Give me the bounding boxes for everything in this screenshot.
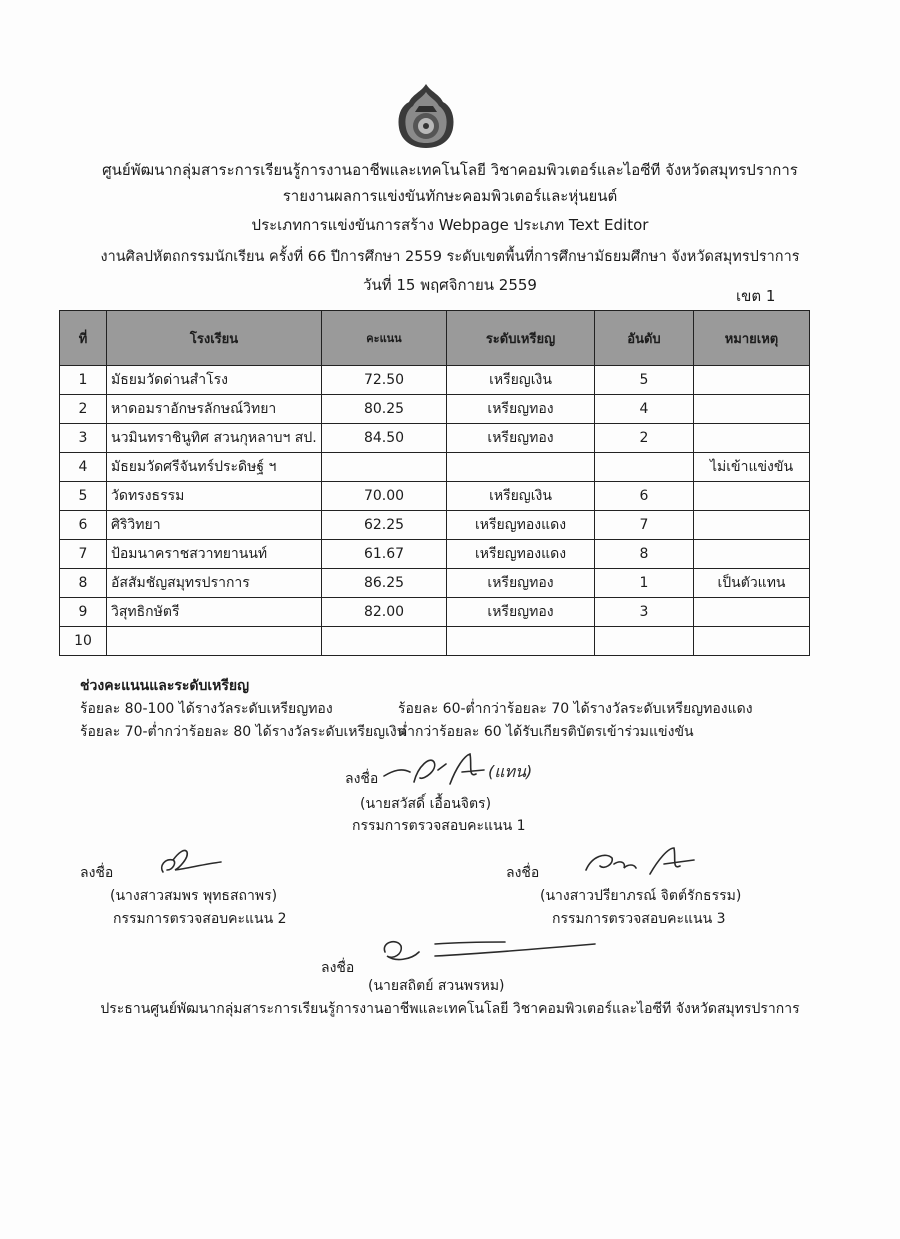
cell-no: 6 <box>60 511 107 540</box>
signer-2-name: (นางสาวสมพร พุทธสถาพร) <box>110 888 278 904</box>
cell-score <box>322 627 447 656</box>
table-header-row <box>60 311 810 366</box>
table-row <box>60 395 810 424</box>
table-row <box>60 453 810 482</box>
cell-medal: เหรียญทอง <box>447 598 595 627</box>
cell-school: มัธยมวัดด่านสำโรง <box>107 366 322 395</box>
cell-rank <box>595 627 694 656</box>
table-row <box>60 627 810 656</box>
sign-label-4: ลงชื่อ <box>321 960 355 976</box>
signer-1-role: กรรมการตรวจสอบคะแนน 1 <box>352 818 526 834</box>
header-line-3: ประเภทการแข่งขันการสร้าง Webpage ประเภท Text Editor <box>251 216 649 234</box>
cell-school: วัดทรงธรรม <box>107 482 322 511</box>
table-row <box>60 424 810 453</box>
cell-medal: เหรียญเงิน <box>447 482 595 511</box>
signer-3-name: (นางสาวปรียาภรณ์ จิตต์รักธรรม) <box>540 888 742 904</box>
signer-2-role: กรรมการตรวจสอบคะแนน 2 <box>113 911 287 927</box>
cell-school: วิสุทธิกษัตรี <box>107 598 322 627</box>
header-date: วันที่ 15 พฤศจิกายน 2559 <box>363 276 537 294</box>
cell-rank: 8 <box>595 540 694 569</box>
cell-note <box>694 598 810 627</box>
cell-score: 62.25 <box>322 511 447 540</box>
cell-note <box>694 482 810 511</box>
criteria-silver: ร้อยละ 70-ต่ำกว่าร้อยละ 80 ได้รางวัลระดับเหรียญเงิน <box>80 724 407 740</box>
header-line-2: รายงานผลการแข่งขันทักษะคอมพิวเตอร์และหุ่นยนต์ <box>282 187 618 205</box>
table-row <box>60 569 810 598</box>
emblem-logo <box>393 82 459 150</box>
cell-score: 84.50 <box>322 424 447 453</box>
cell-medal: เหรียญทอง <box>447 569 595 598</box>
cell-score: 86.25 <box>322 569 447 598</box>
table-row <box>60 366 810 395</box>
cell-school: นวมินทราชินูทิศ สวนกุหลาบฯ สป. <box>107 424 322 453</box>
cell-school: ศิริวิทยา <box>107 511 322 540</box>
cell-medal: เหรียญทอง <box>447 395 595 424</box>
col-header-note: หมายเหตุ <box>694 311 810 366</box>
cell-note: เป็นตัวแทน <box>694 569 810 598</box>
header-line-1: ศูนย์พัฒนากลุ่มสาระการเรียนรู้การงานอาชีพและเทคโนโลยี วิชาคอมพิวเตอร์และไอซีที จังหวัดสมุทรปราการ <box>102 161 798 179</box>
signature-2 <box>145 842 235 882</box>
cell-no: 9 <box>60 598 107 627</box>
results-table <box>59 310 810 656</box>
signer-4-name: (นายสถิตย์ สวนพรหม) <box>368 978 505 994</box>
col-header-medal: ระดับเหรียญ <box>447 311 595 366</box>
cell-school: มัธยมวัดศรีจันทร์ประดิษฐ์ ฯ <box>107 453 322 482</box>
cell-rank: 4 <box>595 395 694 424</box>
signature-1-handwritten-note: (แทน) <box>488 762 533 781</box>
cell-school: อัสสัมชัญสมุทรปราการ <box>107 569 322 598</box>
zone-label: เขต 1 <box>736 287 776 305</box>
sign-label-3: ลงชื่อ <box>506 865 540 881</box>
cell-score: 70.00 <box>322 482 447 511</box>
cell-rank: 6 <box>595 482 694 511</box>
col-header-school: โรงเรียน <box>107 311 322 366</box>
cell-medal <box>447 627 595 656</box>
signer-1-name: (นายสวัสดิ์ เอื้อนจิตร) <box>360 796 492 812</box>
cell-no: 5 <box>60 482 107 511</box>
cell-medal: เหรียญทองแดง <box>447 511 595 540</box>
col-header-no: ที่ <box>60 311 107 366</box>
cell-score: 61.67 <box>322 540 447 569</box>
cell-score: 82.00 <box>322 598 447 627</box>
cell-rank: 1 <box>595 569 694 598</box>
cell-note <box>694 395 810 424</box>
cell-note: ไม่เข้าแข่งขัน <box>694 453 810 482</box>
cell-rank: 7 <box>595 511 694 540</box>
cell-note <box>694 540 810 569</box>
cell-rank: 3 <box>595 598 694 627</box>
cell-medal: เหรียญทอง <box>447 424 595 453</box>
signer-4-role: ประธานศูนย์พัฒนากลุ่มสาระการเรียนรู้การงานอาชีพและเทคโนโลยี วิชาคอมพิวเตอร์และไอซีที จังหวัดสมุทรปราการ <box>100 1001 800 1017</box>
signer-3-role: กรรมการตรวจสอบคะแนน 3 <box>552 911 726 927</box>
table-row <box>60 482 810 511</box>
cell-rank <box>595 453 694 482</box>
cell-no: 4 <box>60 453 107 482</box>
cell-score: 80.25 <box>322 395 447 424</box>
header-line-4: งานศิลปหัตถกรรมนักเรียน ครั้งที่ 66 ปีการศึกษา 2559 ระดับเขตพื้นที่การศึกษามัธยมศึกษา จังหวัดสมุทรปราการ <box>100 249 800 265</box>
sign-label-2: ลงชื่อ <box>80 865 114 881</box>
cell-school <box>107 627 322 656</box>
cell-note <box>694 627 810 656</box>
table-row <box>60 598 810 627</box>
col-header-score: คะแนน <box>322 311 447 366</box>
criteria-title: ช่วงคะแนนและระดับเหรียญ <box>80 678 250 694</box>
criteria-participation: ต่ำกว่าร้อยละ 60 ได้รับเกียรติบัตรเข้าร่วมแข่งขัน <box>398 724 694 740</box>
criteria-bronze: ร้อยละ 60-ต่ำกว่าร้อยละ 70 ได้รางวัลระดับเหรียญทองแดง <box>398 701 753 717</box>
cell-school: ป้อมนาคราชสวาทยานนท์ <box>107 540 322 569</box>
cell-score: 72.50 <box>322 366 447 395</box>
cell-medal: เหรียญทองแดง <box>447 540 595 569</box>
cell-no: 3 <box>60 424 107 453</box>
cell-note <box>694 511 810 540</box>
cell-no: 2 <box>60 395 107 424</box>
cell-rank: 2 <box>595 424 694 453</box>
cell-school: หาดอมราอักษรลักษณ์วิทยา <box>107 395 322 424</box>
cell-no: 10 <box>60 627 107 656</box>
criteria-gold: ร้อยละ 80-100 ได้รางวัลระดับเหรียญทอง <box>80 701 333 717</box>
cell-medal <box>447 453 595 482</box>
col-header-rank: อันดับ <box>595 311 694 366</box>
table-row <box>60 540 810 569</box>
cell-score <box>322 453 447 482</box>
cell-note <box>694 366 810 395</box>
sign-label-1: ลงชื่อ <box>345 771 379 787</box>
signature-4 <box>375 930 605 970</box>
cell-note <box>694 424 810 453</box>
cell-no: 1 <box>60 366 107 395</box>
cell-rank: 5 <box>595 366 694 395</box>
table-row <box>60 511 810 540</box>
signature-3 <box>580 842 710 882</box>
cell-medal: เหรียญเงิน <box>447 366 595 395</box>
cell-no: 8 <box>60 569 107 598</box>
cell-no: 7 <box>60 540 107 569</box>
